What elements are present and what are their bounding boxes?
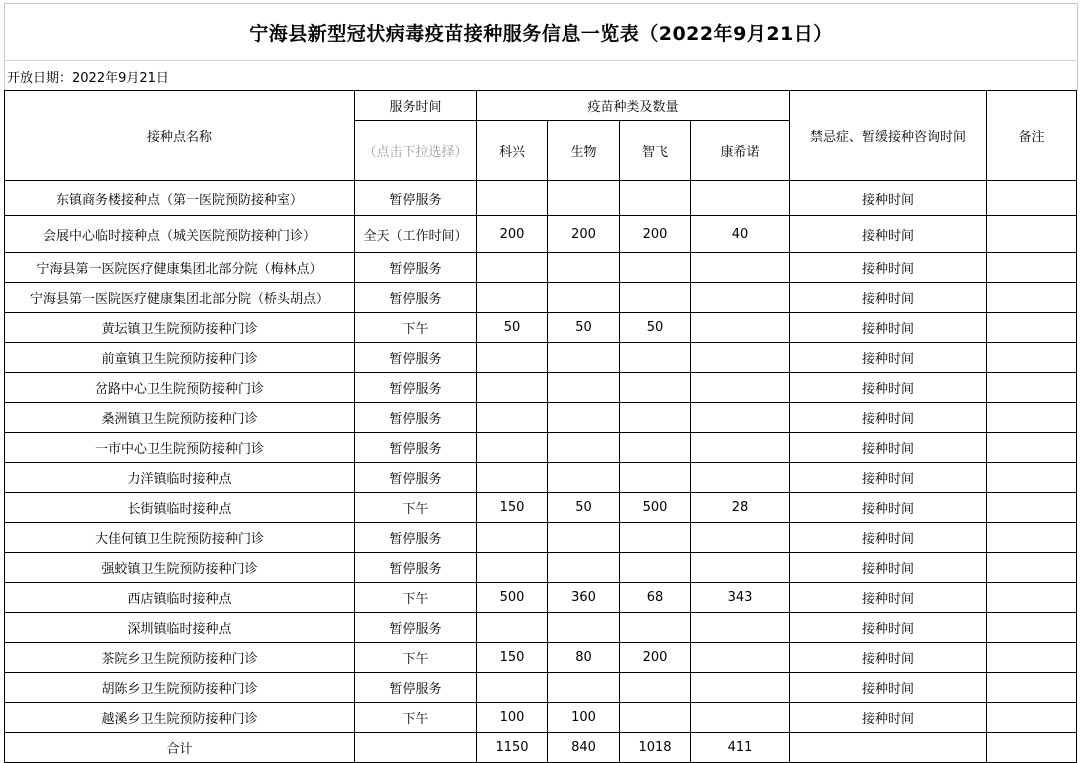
vaccine-kangxinuo-cell[interactable] [691,373,790,403]
site-name-cell[interactable]: 会展中心临时接种点（城关医院预防接种门诊） [5,216,355,253]
service-time-cell[interactable]: 暂停服务 [355,613,477,643]
vaccine-kexing-cell[interactable]: 500 [477,583,548,613]
consult-time-cell[interactable]: 接种时间 [790,463,987,493]
site-name-cell[interactable]: 宁海县第一医院医疗健康集团北部分院（梅林点） [5,253,355,283]
vaccine-kangxinuo-cell[interactable] [691,313,790,343]
site-name-cell[interactable]: 西店镇临时接种点 [5,583,355,613]
site-name-cell[interactable]: 越溪乡卫生院预防接种门诊 [5,703,355,733]
vaccine-kangxinuo-cell[interactable] [691,253,790,283]
service-time-cell[interactable]: 暂停服务 [355,463,477,493]
consult-time-cell[interactable]: 接种时间 [790,703,987,733]
total-time-cell[interactable] [355,733,477,763]
service-time-cell[interactable]: 暂停服务 [355,523,477,553]
vaccine-zhifei-cell[interactable] [620,463,691,493]
table-row [5,253,1077,283]
service-time-cell[interactable]: 暂停服务 [355,433,477,463]
remark-cell[interactable] [987,583,1077,613]
service-time-cell[interactable]: 暂停服务 [355,181,477,216]
service-time-cell[interactable]: 下午 [355,493,477,523]
vaccine-kangxinuo-cell[interactable] [691,403,790,433]
vaccine-shengwu-cell[interactable]: 200 [548,216,620,253]
open-date: 开放日期：2022年9月21日 [7,70,169,86]
vaccine-shengwu-cell[interactable]: 80 [548,643,620,673]
vaccine-shengwu-cell[interactable] [548,343,620,373]
table-row [5,403,1077,433]
vaccine-kexing-cell[interactable] [477,463,548,493]
remark-cell[interactable] [987,523,1077,553]
consult-time-cell[interactable]: 接种时间 [790,283,987,313]
vaccine-kexing-cell[interactable] [477,673,548,703]
site-name-cell[interactable]: 黄坛镇卫生院预防接种门诊 [5,313,355,343]
site-name-cell[interactable]: 一市中心卫生院预防接种门诊 [5,433,355,463]
site-name-cell[interactable]: 东镇商务楼接种点（第一医院预防接种室） [5,181,355,216]
table-row [5,283,1077,313]
service-time-cell[interactable]: 暂停服务 [355,373,477,403]
remark-cell[interactable] [987,313,1077,343]
remark-cell[interactable] [987,181,1077,216]
vaccine-zhifei-cell[interactable] [620,433,691,463]
table-row [5,643,1077,673]
service-time-cell[interactable]: 暂停服务 [355,553,477,583]
vaccine-zhifei-cell[interactable] [620,403,691,433]
table-row [5,463,1077,493]
consult-time-cell[interactable]: 接种时间 [790,523,987,553]
vaccine-kangxinuo-cell[interactable] [691,343,790,373]
vaccine-zhifei-cell[interactable] [620,181,691,216]
total-zhifei-cell[interactable]: 1018 [620,733,691,763]
vaccine-zhifei-cell[interactable] [620,613,691,643]
vaccine-kexing-cell[interactable] [477,523,548,553]
table-row [5,673,1077,703]
remark-cell[interactable] [987,613,1077,643]
total-consult-cell[interactable] [790,733,987,763]
remark-cell[interactable] [987,283,1077,313]
vaccine-shengwu-cell[interactable] [548,433,620,463]
title-cell[interactable] [4,3,1078,61]
site-name-cell[interactable]: 桑洲镇卫生院预防接种门诊 [5,403,355,433]
total-remark-cell[interactable] [987,733,1077,763]
vaccine-kexing-cell[interactable] [477,433,548,463]
site-name-cell[interactable]: 深圳镇临时接种点 [5,613,355,643]
vaccine-zhifei-cell[interactable] [620,253,691,283]
total-shengwu-cell[interactable]: 840 [548,733,620,763]
header-remark[interactable]: 备注 [987,91,1077,181]
site-name-cell[interactable]: 前童镇卫生院预防接种门诊 [5,343,355,373]
consult-time-cell[interactable]: 接种时间 [790,343,987,373]
table-row [5,703,1077,733]
total-label-cell[interactable]: 合计 [5,733,355,763]
table-row [5,553,1077,583]
vaccine-kexing-cell[interactable] [477,613,548,643]
remark-cell[interactable] [987,463,1077,493]
header-vaccine-group[interactable]: 疫苗种类及数量 [477,91,790,121]
page-title: 宁海县新型冠状病毒疫苗接种服务信息一览表（2022年9月21日） [249,23,833,45]
vaccine-zhifei-cell[interactable]: 500 [620,493,691,523]
service-time-cell[interactable]: 下午 [355,583,477,613]
site-name-cell[interactable]: 岔路中心卫生院预防接种门诊 [5,373,355,403]
vaccine-kexing-cell[interactable] [477,253,548,283]
consult-time-cell[interactable]: 接种时间 [790,583,987,613]
consult-time-cell[interactable]: 接种时间 [790,373,987,403]
vaccine-kangxinuo-cell[interactable] [691,553,790,583]
remark-cell[interactable] [987,493,1077,523]
remark-cell[interactable] [987,216,1077,253]
table-row [5,216,1077,253]
site-name-cell[interactable]: 强蛟镇卫生院预防接种门诊 [5,553,355,583]
vaccine-kangxinuo-cell[interactable] [691,523,790,553]
vaccine-kexing-cell[interactable]: 150 [477,643,548,673]
remark-cell[interactable] [987,673,1077,703]
header-vaccine-zhifei[interactable]: 智飞 [620,121,691,181]
remark-cell[interactable] [987,373,1077,403]
vaccine-shengwu-cell[interactable] [548,613,620,643]
site-name-cell[interactable]: 茶院乡卫生院预防接种门诊 [5,643,355,673]
service-time-cell[interactable]: 暂停服务 [355,283,477,313]
vaccine-kexing-cell[interactable]: 200 [477,216,548,253]
vaccine-kangxinuo-cell[interactable] [691,433,790,463]
vaccine-kangxinuo-cell[interactable]: 343 [691,583,790,613]
service-time-cell[interactable]: 下午 [355,313,477,343]
consult-time-cell[interactable]: 接种时间 [790,673,987,703]
service-time-cell[interactable]: 下午 [355,643,477,673]
remark-cell[interactable] [987,343,1077,373]
vaccine-shengwu-cell[interactable]: 360 [548,583,620,613]
consult-time-cell[interactable]: 接种时间 [790,613,987,643]
consult-time-cell[interactable]: 接种时间 [790,253,987,283]
remark-cell[interactable] [987,253,1077,283]
total-kexing-cell[interactable]: 1150 [477,733,548,763]
vaccine-kangxinuo-cell[interactable] [691,673,790,703]
total-kangxinuo-cell[interactable]: 411 [691,733,790,763]
header-vaccine-kangxinuo[interactable]: 康希诺 [691,121,790,181]
vaccine-shengwu-cell[interactable] [548,403,620,433]
vaccine-kangxinuo-cell[interactable] [691,613,790,643]
vaccine-kangxinuo-cell[interactable]: 40 [691,216,790,253]
header-consult[interactable]: 禁忌症、暂缓接种咨询时间 [790,91,987,181]
service-time-cell[interactable]: 暂停服务 [355,673,477,703]
open-date-cell[interactable] [4,60,1078,91]
vaccine-zhifei-cell[interactable]: 50 [620,313,691,343]
vaccine-zhifei-cell[interactable] [620,673,691,703]
vaccine-kexing-cell[interactable] [477,283,548,313]
vaccine-zhifei-cell[interactable]: 200 [620,216,691,253]
remark-cell[interactable] [987,433,1077,463]
consult-time-cell[interactable]: 接种时间 [790,433,987,463]
vaccine-shengwu-cell[interactable] [548,373,620,403]
table-row [5,493,1077,523]
table-row [5,583,1077,613]
table-row [5,433,1077,463]
vaccine-kexing-cell[interactable]: 100 [477,703,548,733]
vaccine-shengwu-cell[interactable] [548,253,620,283]
service-time-cell[interactable]: 全天（工作时间） [355,216,477,253]
vaccine-shengwu-cell[interactable]: 50 [548,313,620,343]
vaccine-shengwu-cell[interactable] [548,523,620,553]
vaccine-shengwu-cell[interactable] [548,673,620,703]
remark-cell[interactable] [987,553,1077,583]
table-row [5,343,1077,373]
vaccine-kexing-cell[interactable] [477,373,548,403]
vaccine-zhifei-cell[interactable]: 200 [620,643,691,673]
vaccine-kexing-cell[interactable]: 50 [477,313,548,343]
vaccine-kangxinuo-cell[interactable] [691,463,790,493]
vaccine-shengwu-cell[interactable]: 100 [548,703,620,733]
vaccine-shengwu-cell[interactable] [548,283,620,313]
vaccine-kangxinuo-cell[interactable] [691,703,790,733]
consult-time-cell[interactable]: 接种时间 [790,403,987,433]
vaccine-zhifei-cell[interactable] [620,523,691,553]
consult-time-cell[interactable]: 接种时间 [790,553,987,583]
site-name-cell[interactable]: 宁海县第一医院医疗健康集团北部分院（桥头胡点） [5,283,355,313]
consult-time-cell[interactable]: 接种时间 [790,216,987,253]
vaccine-kexing-cell[interactable]: 150 [477,493,548,523]
vaccine-kangxinuo-cell[interactable] [691,181,790,216]
service-time-cell[interactable]: 暂停服务 [355,253,477,283]
table-row [5,313,1077,343]
vaccine-kexing-cell[interactable] [477,553,548,583]
site-name-cell[interactable]: 大佳何镇卫生院预防接种门诊 [5,523,355,553]
vaccine-kangxinuo-cell[interactable] [691,643,790,673]
remark-cell[interactable] [987,703,1077,733]
vaccine-shengwu-cell[interactable]: 50 [548,493,620,523]
header-vaccine-kexing[interactable]: 科兴 [477,121,548,181]
vaccine-shengwu-cell[interactable] [548,463,620,493]
table-row [5,613,1077,643]
vaccine-shengwu-cell[interactable] [548,181,620,216]
header-site-name[interactable]: 接种点名称 [5,91,355,181]
consult-time-cell[interactable]: 接种时间 [790,313,987,343]
service-time-dropdown-hint[interactable]: （点击下拉选择） [355,121,477,181]
vaccine-kangxinuo-cell[interactable] [691,283,790,313]
remark-cell[interactable] [987,643,1077,673]
vaccine-zhifei-cell[interactable] [620,703,691,733]
header-service-time[interactable]: 服务时间 [355,91,477,121]
vaccine-zhifei-cell[interactable] [620,553,691,583]
vaccine-kexing-cell[interactable] [477,343,548,373]
vaccine-zhifei-cell[interactable] [620,343,691,373]
vaccine-kexing-cell[interactable] [477,181,548,216]
vaccine-zhifei-cell[interactable] [620,283,691,313]
consult-time-cell[interactable]: 接种时间 [790,493,987,523]
site-name-cell[interactable]: 长街镇临时接种点 [5,493,355,523]
consult-time-cell[interactable]: 接种时间 [790,643,987,673]
vaccine-kangxinuo-cell[interactable]: 28 [691,493,790,523]
remark-cell[interactable] [987,403,1077,433]
service-time-cell[interactable]: 下午 [355,703,477,733]
vaccine-zhifei-cell[interactable]: 68 [620,583,691,613]
vaccination-table [4,90,1077,763]
table-row [5,181,1077,216]
service-time-cell[interactable]: 暂停服务 [355,343,477,373]
service-time-cell[interactable]: 暂停服务 [355,403,477,433]
site-name-cell[interactable]: 胡陈乡卫生院预防接种门诊 [5,673,355,703]
vaccine-shengwu-cell[interactable] [548,553,620,583]
table-row [5,373,1077,403]
table-row [5,523,1077,553]
table-body [5,181,1077,763]
header-vaccine-shengwu[interactable]: 生物 [548,121,620,181]
site-name-cell[interactable]: 力洋镇临时接种点 [5,463,355,493]
total-row [5,733,1077,763]
consult-time-cell[interactable]: 接种时间 [790,181,987,216]
vaccine-kexing-cell[interactable] [477,403,548,433]
vaccine-zhifei-cell[interactable] [620,373,691,403]
